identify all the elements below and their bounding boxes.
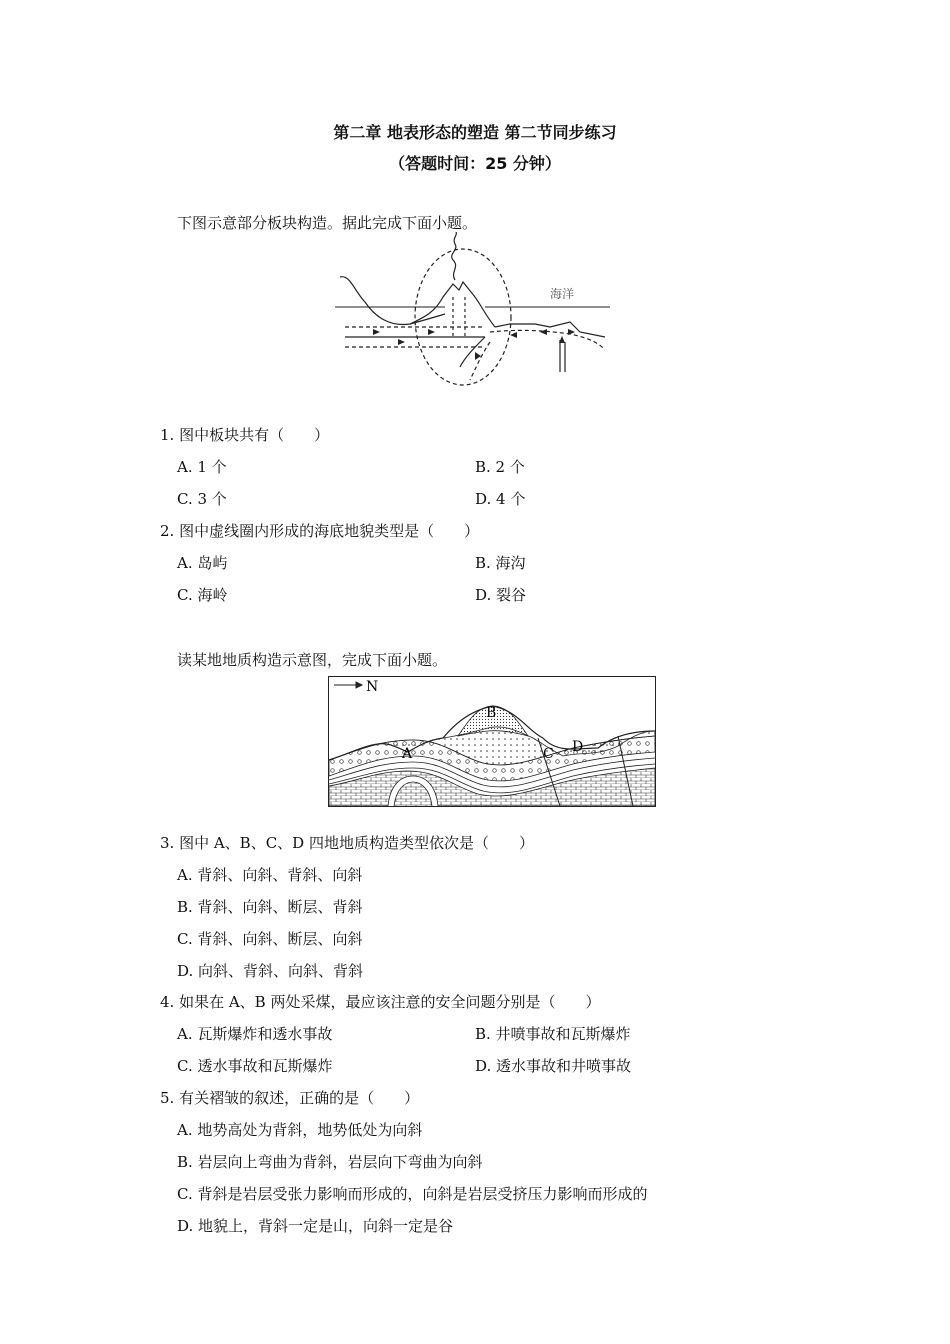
q3-option-d[interactable]: D. 向斜、背斜、向斜、背斜 <box>177 962 364 980</box>
q3-option-c[interactable]: C. 背斜、向斜、断层、向斜 <box>177 930 363 948</box>
q4-stem: 4. 如果在 A、B 两处采煤，最应该注意的安全问题分别是（ ） <box>160 993 601 1011</box>
q1-stem: 1. 图中板块共有（ ） <box>160 426 330 444</box>
section2-intro: 读某地地质构造示意图，完成下面小题。 <box>177 651 448 669</box>
q5-option-d[interactable]: D. 地貌上，背斜一定是山，向斜一定是谷 <box>177 1217 454 1235</box>
time-limit: （答题时间：25 分钟） <box>389 154 561 173</box>
q5-option-a[interactable]: A. 地势高处为背斜，地势低处为向斜 <box>177 1121 423 1139</box>
q5-stem: 5. 有关褶皱的叙述，正确的是（ ） <box>160 1089 420 1107</box>
label-b: B <box>486 705 497 721</box>
q1-option-a[interactable]: A. 1 个 <box>177 458 227 476</box>
q2-option-b[interactable]: B. 海沟 <box>475 554 526 572</box>
q1-option-b[interactable]: B. 2 个 <box>475 458 525 476</box>
q2-option-c[interactable]: C. 海岭 <box>177 586 228 604</box>
page-title: 第二章 地表形态的塑造 第二节同步练习 <box>333 123 617 142</box>
label-d: D <box>572 739 584 755</box>
q5-option-c[interactable]: C. 背斜是岩层受张力影响而形成的，向斜是岩层受挤压力影响而形成的 <box>177 1185 648 1203</box>
north-label: N <box>366 679 379 695</box>
q4-option-b[interactable]: B. 井喷事故和瓦斯爆炸 <box>475 1025 631 1043</box>
label-a: A <box>402 746 413 762</box>
geologic-structure-figure <box>328 676 656 807</box>
q1-option-d[interactable]: D. 4 个 <box>475 490 526 508</box>
q4-option-d[interactable]: D. 透水事故和井喷事故 <box>475 1057 632 1075</box>
q2-option-a[interactable]: A. 岛屿 <box>177 554 228 572</box>
ocean-label: 海洋 <box>550 287 575 301</box>
q1-option-c[interactable]: C. 3 个 <box>177 490 227 508</box>
q4-option-a[interactable]: A. 瓦斯爆炸和透水事故 <box>177 1025 333 1043</box>
q2-option-d[interactable]: D. 裂谷 <box>475 586 527 604</box>
section1-intro: 下图示意部分板块构造。据此完成下面小题。 <box>177 214 478 232</box>
q3-stem: 3. 图中 A、B、C、D 四地地质构造类型依次是（ ） <box>160 834 534 852</box>
plate-tectonics-figure <box>335 232 620 387</box>
q4-option-c[interactable]: C. 透水事故和瓦斯爆炸 <box>177 1057 333 1075</box>
label-c: C <box>543 746 554 762</box>
q5-option-b[interactable]: B. 岩层向上弯曲为背斜，岩层向下弯曲为向斜 <box>177 1153 483 1171</box>
q3-option-b[interactable]: B. 背斜、向斜、断层、背斜 <box>177 898 363 916</box>
q3-option-a[interactable]: A. 背斜、向斜、背斜、向斜 <box>177 866 363 884</box>
q2-stem: 2. 图中虚线圈内形成的海底地貌类型是（ ） <box>160 522 480 540</box>
